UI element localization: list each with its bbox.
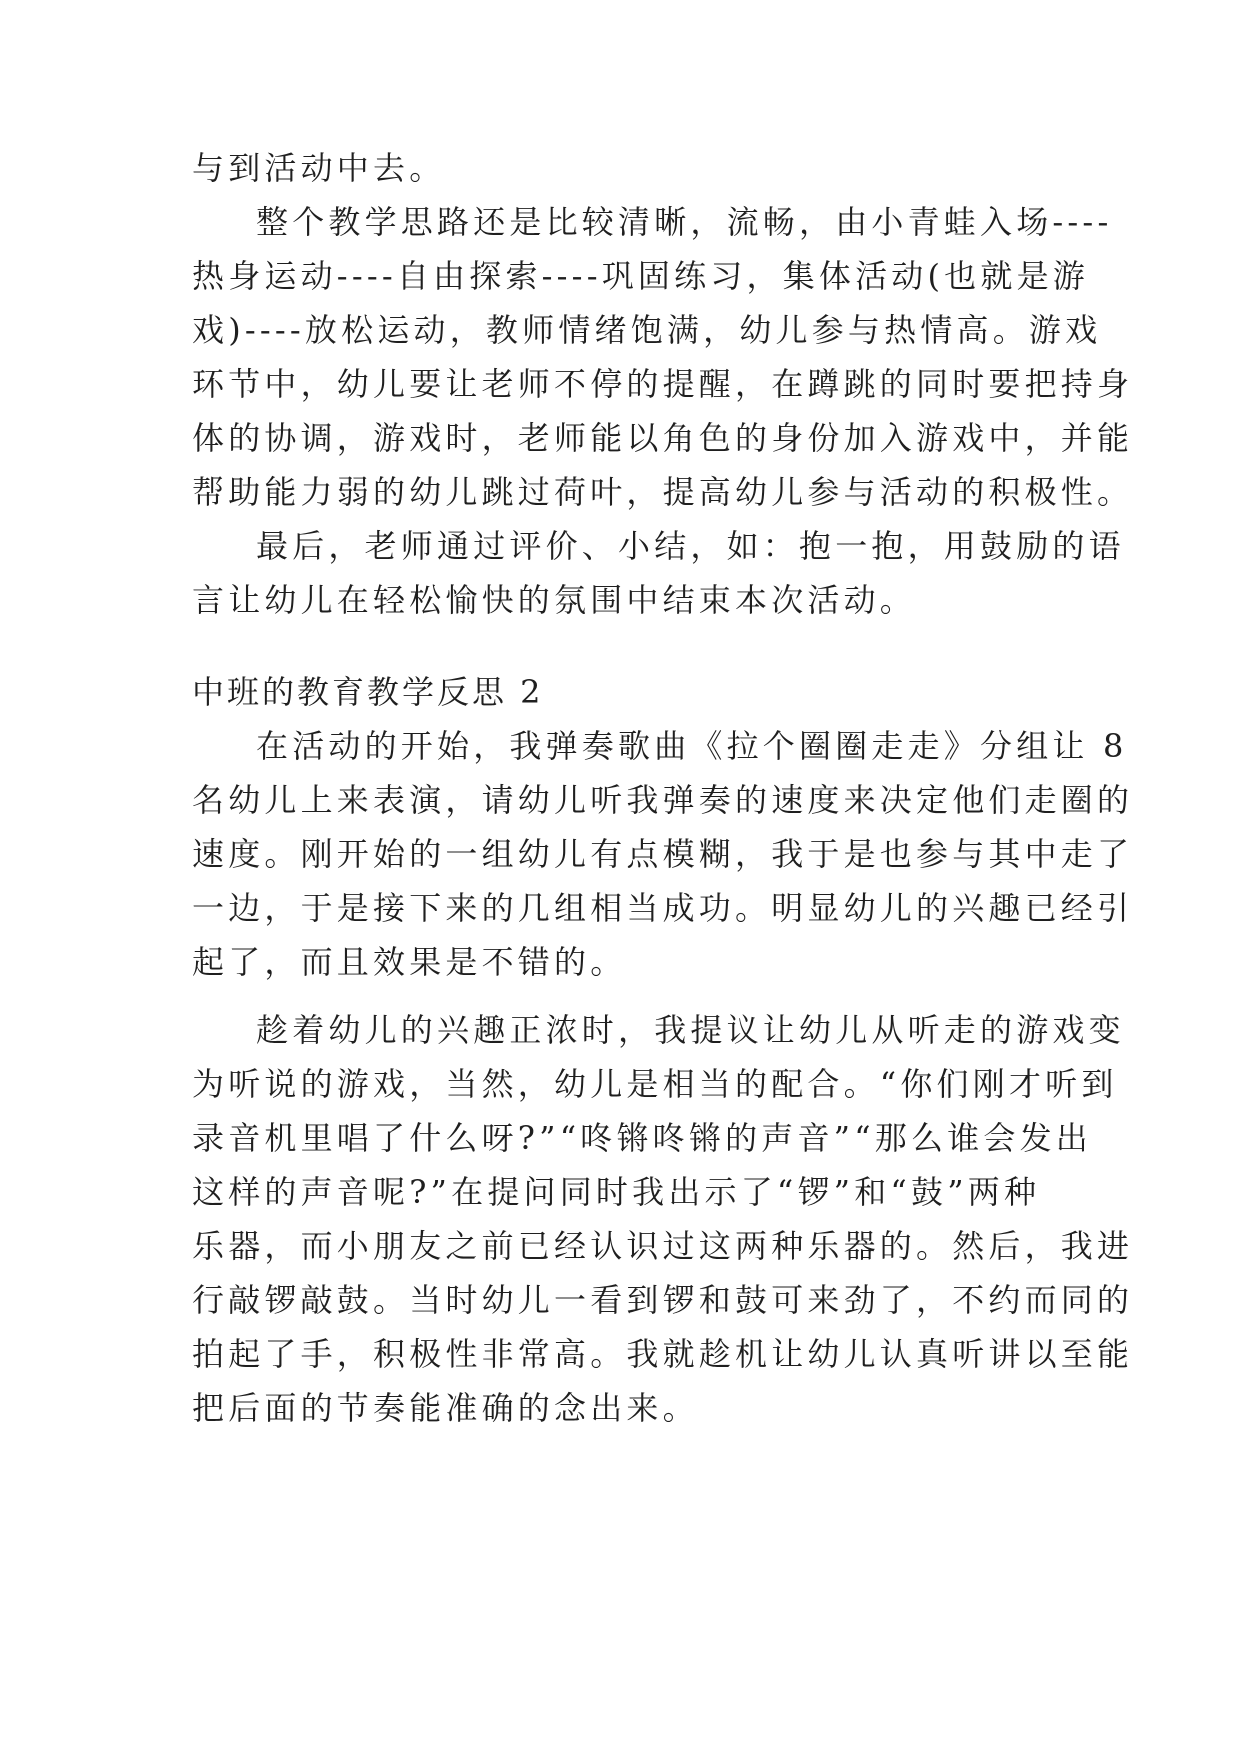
paragraph-line: 录音机里唱了什么呀?”“咚锵咚锵的声音”“那么谁会发出 — [192, 1119, 1092, 1157]
paragraph-line: 行敲锣敲鼓。当时幼儿一看到锣和鼓可来劲了，不约而同的 — [192, 1281, 1134, 1319]
paragraph-line: 在活动的开始，我弹奏歌曲《拉个圈圈走走》分组让 8 — [256, 727, 1128, 765]
paragraph-line: 趁着幼儿的兴趣正浓时，我提议让幼儿从听走的游戏变 — [256, 1011, 1125, 1049]
paragraph-line: 拍起了手，积极性非常高。我就趁机让幼儿认真听讲以至能 — [192, 1335, 1134, 1373]
paragraph-line: 整个教学思路还是比较清晰，流畅，由小青蛙入场---- — [256, 203, 1113, 241]
paragraph-line: 名幼儿上来表演，请幼儿听我弹奏的速度来决定他们走圈的 — [192, 781, 1134, 819]
paragraph-line: 最后，老师通过评价、小结，如：抱一抱，用鼓励的语 — [256, 527, 1125, 565]
paragraph-line: 这样的声音呢?”在提问同时我出示了“锣”和“鼓”两种 — [192, 1173, 1041, 1211]
paragraph-line: 起了，而且效果是不错的。 — [192, 943, 627, 981]
paragraph-line: 言让幼儿在轻松愉快的氛围中结束本次活动。 — [192, 581, 917, 619]
paragraph-line: 一边，于是接下来的几组相当成功。明显幼儿的兴趣已经引 — [192, 889, 1134, 927]
paragraph-line: 把后面的节奏能准确的念出来。 — [192, 1389, 699, 1427]
paragraph-line: 环节中，幼儿要让老师不停的提醒，在蹲跳的同时要把持身 — [192, 365, 1134, 403]
paragraph-line: 热身运动----自由探索----巩固练习，集体活动(也就是游 — [192, 257, 1089, 295]
paragraph-line: 为听说的游戏，当然，幼儿是相当的配合。“你们刚才听到 — [192, 1065, 1118, 1103]
paragraph-line: 速度。刚开始的一组幼儿有点模糊，我于是也参与其中走了 — [192, 835, 1134, 873]
section-heading: 中班的教育教学反思 2 — [192, 673, 544, 711]
paragraph-line: 体的协调，游戏时，老师能以角色的身份加入游戏中，并能 — [192, 419, 1134, 457]
paragraph-line: 与到活动中去。 — [192, 149, 446, 187]
paragraph-line: 帮助能力弱的幼儿跳过荷叶，提高幼儿参与活动的积极性。 — [192, 473, 1134, 511]
paragraph-line: 乐器，而小朋友之前已经认识过这两种乐器的。然后，我进 — [192, 1227, 1134, 1265]
paragraph-line: 戏)----放松运动，教师情绪饱满，幼儿参与热情高。游戏 — [192, 311, 1102, 349]
